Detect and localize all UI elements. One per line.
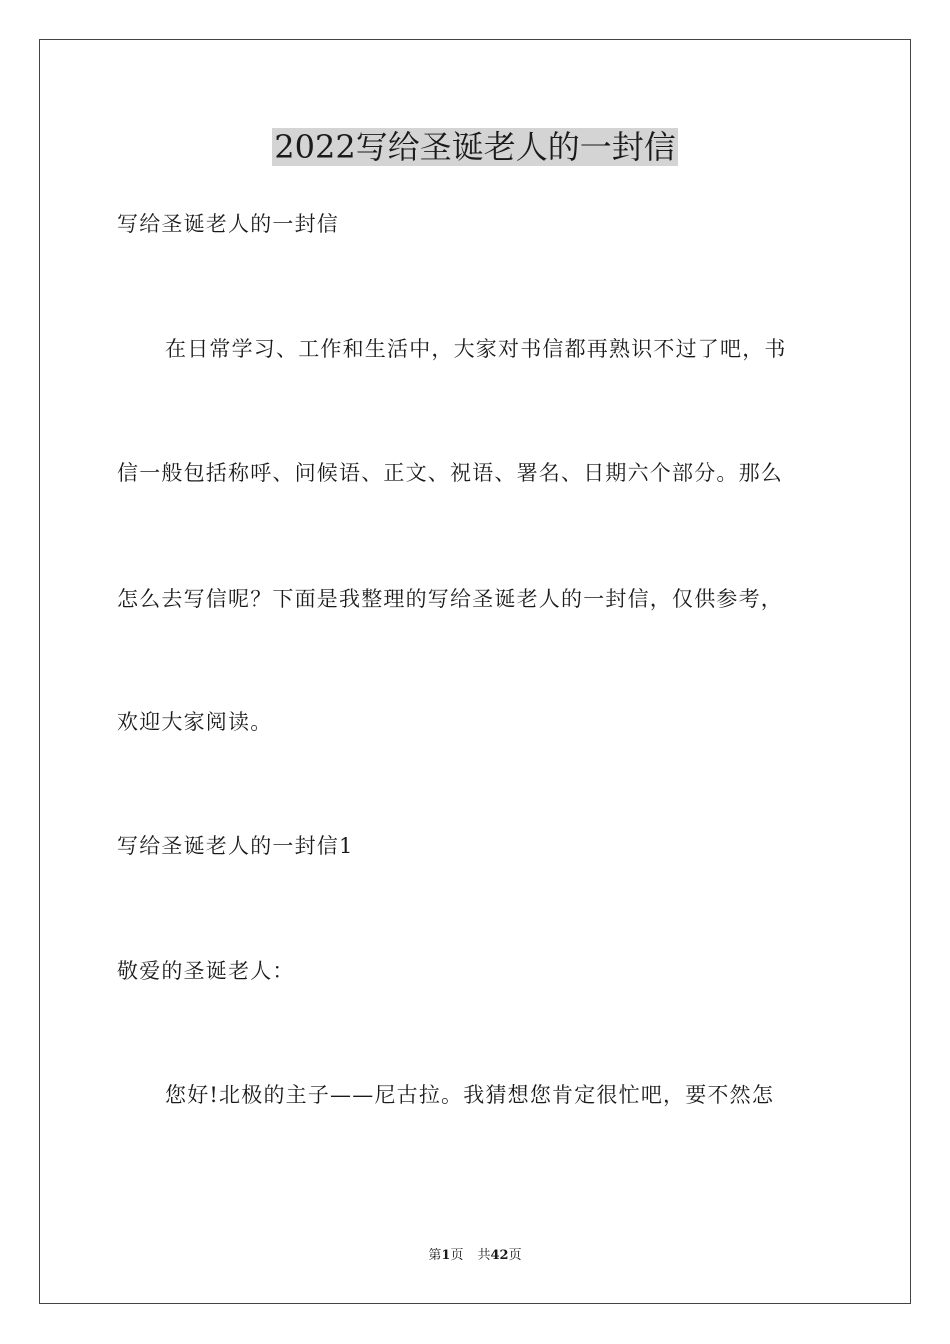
document-title-text: 2022写给圣诞老人的一封信 — [274, 128, 676, 166]
footer-total-suffix: 页 — [508, 1248, 522, 1263]
page-footer — [0, 1246, 950, 1266]
section-heading: 写给圣诞老人的一封信1 — [117, 834, 354, 858]
paragraph-line: 怎么去写信呢？下面是我整理的写给圣诞老人的一封信，仅供参考， — [117, 587, 783, 611]
paragraph-line: 在日常学习、工作和生活中，大家对书信都再熟识不过了吧，书 — [165, 337, 787, 361]
document-title — [0, 125, 950, 169]
footer-total-pages: 42 — [490, 1248, 509, 1263]
footer-total-prefix: 共 — [477, 1248, 491, 1263]
subtitle-line: 写给圣诞老人的一封信 — [117, 212, 339, 236]
footer-page-suffix: 页 — [450, 1248, 464, 1263]
paragraph-line: 您好!北极的主子——尼古拉。我猜想您肯定很忙吧，要不然怎 — [165, 1083, 775, 1107]
salutation-line: 敬爱的圣诞老人： — [117, 959, 295, 983]
paragraph-line: 欢迎大家阅读。 — [117, 710, 273, 734]
paragraph-line: 信一般包括称呼、问候语、正文、祝语、署名、日期六个部分。那么 — [117, 461, 783, 485]
footer-page-number: 1 — [441, 1248, 451, 1263]
footer-page-prefix: 第 — [428, 1248, 442, 1263]
